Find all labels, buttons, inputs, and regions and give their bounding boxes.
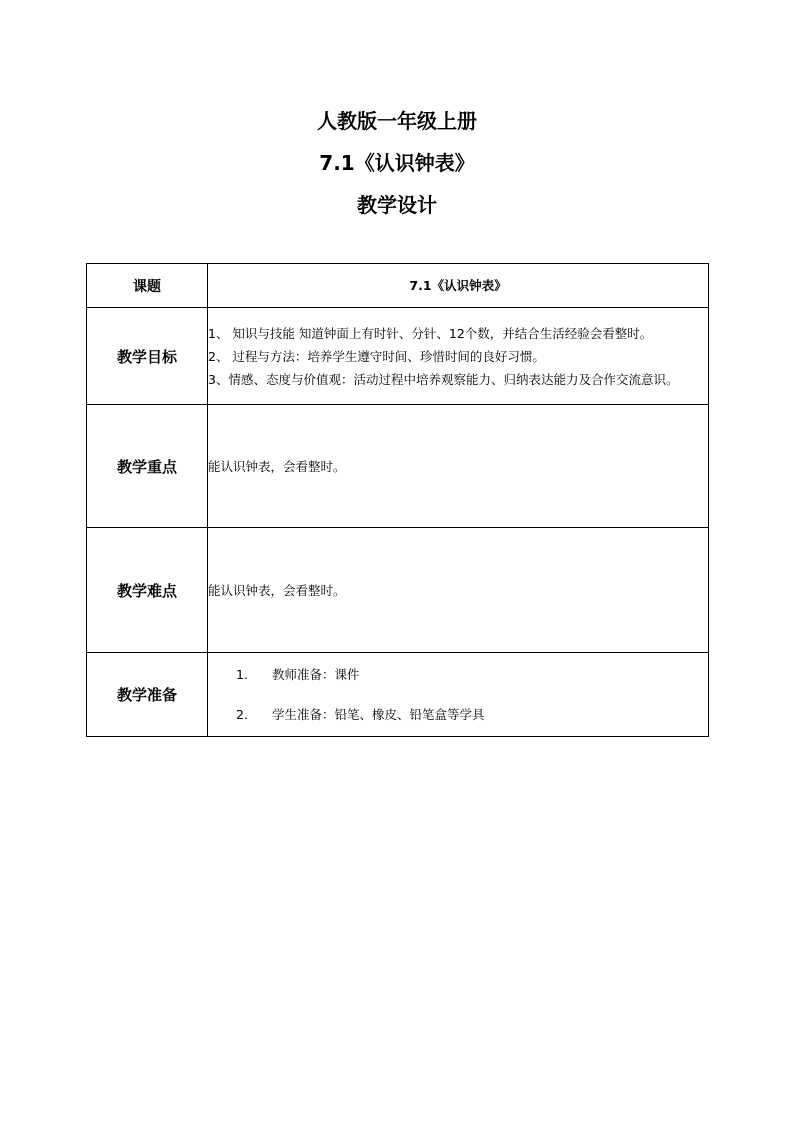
preparation-label: 教学准备	[87, 653, 208, 737]
key-points-value: 能认识钟表，会看整时。	[208, 405, 709, 528]
row-subject	[87, 264, 709, 308]
key-points-label: 教学重点	[87, 405, 208, 528]
document-title	[0, 100, 794, 226]
goal-item: 3、情感、态度与价值观：活动过程中培养观察能力、归纳表达能力及合作交流意识。	[208, 371, 679, 387]
row-preparation	[87, 653, 709, 737]
subject-label: 课题	[87, 264, 208, 308]
preparation-content	[208, 653, 709, 737]
difficulties-label: 教学难点	[87, 528, 208, 653]
row-key-points	[87, 405, 709, 528]
row-goals	[87, 308, 709, 405]
title-doc-type: 教学设计	[357, 193, 437, 217]
title-textbook: 人教版一年级上册	[317, 109, 477, 133]
list-item	[236, 695, 708, 735]
list-item-text: 教师准备：课件	[272, 667, 360, 682]
difficulties-value: 能认识钟表，会看整时。	[208, 528, 709, 653]
list-item	[236, 655, 708, 695]
goal-item: 2、 过程与方法：培养学生遵守时间、珍惜时间的良好习惯。	[208, 348, 545, 364]
preparation-list	[208, 655, 708, 735]
goals-content	[208, 308, 709, 405]
list-item-text: 学生准备：铅笔、橡皮、铅笔盒等学具	[272, 707, 485, 722]
lesson-plan-table	[86, 263, 709, 737]
goals-label: 教学目标	[87, 308, 208, 405]
list-item-number: 2.	[236, 707, 248, 722]
list-item-number: 1.	[236, 667, 248, 682]
title-lesson: 7.1《认识钟表》	[319, 151, 475, 175]
goal-item: 1、 知识与技能 知道钟面上有时针、分针、12个数，并结合生活经验会看整时。	[208, 325, 653, 341]
subject-value: 7.1《认识钟表》	[208, 264, 709, 308]
row-difficulties	[87, 528, 709, 653]
